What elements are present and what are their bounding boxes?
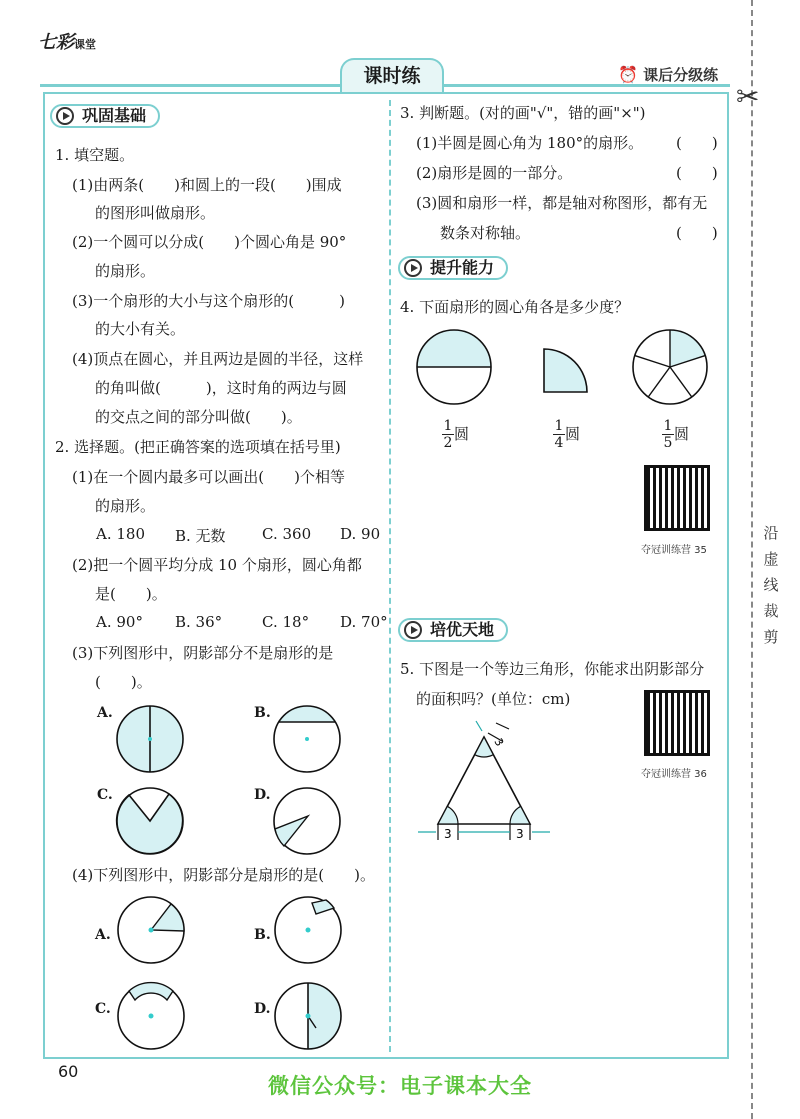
dimension-label: 3: [491, 736, 507, 749]
q2-line: (1)在一个圆内最多可以画出( )个相等: [72, 468, 345, 486]
q4-title: 4. 下面扇形的圆心角各是多少度？: [400, 298, 630, 316]
q1-line: 的交点之间的部分叫做( )。: [95, 408, 302, 426]
qr-caption: 夺冠训练营 36: [641, 769, 707, 780]
fraction-label: $\frac{1}{5}$ 圆: [663, 418, 690, 451]
option: D. 90: [340, 525, 381, 543]
option: C. 18°: [262, 613, 310, 631]
q3-line: (2)扇形是圆的一部分。: [416, 164, 573, 182]
q2-title: 2. 选择题。(把正确答案的选项填在括号里): [55, 438, 341, 456]
option: A. 90°: [96, 613, 143, 631]
q1-line: (1)由两条( )和圆上的一段( )围成: [72, 176, 342, 194]
q1-line: 的扇形。: [95, 262, 156, 280]
figure-fifth-circle: [630, 327, 710, 407]
option: B. 36°: [175, 613, 223, 631]
q1-line: (3)一个扇形的大小与这个扇形的( ): [72, 292, 345, 310]
q1-line: (2)一个圆可以分成( )个圆心角是 90°: [72, 233, 347, 251]
footer-watermark: 微信公众号：电子课本大全: [268, 1074, 532, 1098]
figure-4a: [115, 894, 187, 966]
figure-3a: [115, 704, 185, 774]
q3-title: 3. 判断题。(对的画"√"，错的画"×"): [400, 104, 646, 122]
figure-label: A.: [95, 927, 111, 943]
q1-line: 的角叫做( )，这时角的两边与圆: [95, 379, 347, 397]
figure-label: D.: [254, 787, 271, 803]
option: C. 360: [262, 525, 312, 543]
option: B. 无数: [175, 527, 226, 545]
answer-paren[interactable]: ( ): [676, 164, 718, 182]
qr-code-icon[interactable]: [644, 465, 710, 531]
figure-3d: [272, 786, 342, 856]
figure-quarter-circle: [540, 345, 590, 395]
figure-3b: [272, 704, 342, 774]
option: D. 70°: [340, 613, 388, 631]
q1-line: 的图形叫做扇形。: [95, 204, 216, 222]
q1-line: (4)顶点在圆心，并且两边是圆的半径，这样: [72, 350, 364, 368]
page-number: 60: [58, 1062, 79, 1081]
answer-paren[interactable]: ( ): [676, 224, 718, 242]
q3-line: (1)半圆是圆心角为 180°的扇形。: [416, 134, 644, 152]
qr-caption: 夺冠训练营 35: [641, 545, 707, 556]
q2-line: ( )。: [95, 673, 152, 691]
q2-line: (4)下列图形中，阴影部分是扇形的是( )。: [72, 866, 375, 884]
section-basics: 巩固基础: [50, 104, 160, 128]
figure-4c: [115, 978, 187, 1052]
fraction-label: $\frac{1}{2}$ 圆: [443, 418, 470, 451]
option: A. 180: [96, 525, 145, 543]
alarm-clock-icon: ⏰: [618, 65, 638, 84]
triangle-figure: [414, 715, 554, 850]
q3-line: (3)圆和扇形一样，都是轴对称图形，都有无: [416, 194, 708, 212]
page-title: 课时练: [340, 58, 444, 92]
q2-line: (3)下列图形中，阴影部分不是扇形的是: [72, 644, 334, 662]
figure-half-circle: [414, 327, 494, 407]
play-icon: [404, 621, 422, 639]
figure-4d: [272, 978, 344, 1052]
figure-3c: [115, 786, 185, 856]
answer-paren[interactable]: ( ): [676, 134, 718, 152]
section-improve: 提升能力: [398, 256, 508, 280]
column-divider: [389, 100, 391, 1052]
cut-line: [751, 0, 753, 1119]
play-icon: [56, 107, 74, 125]
header-subtitle: ⏰ 课后分级练: [618, 65, 719, 84]
cut-instruction: 沿虚线裁剪: [763, 524, 779, 646]
figure-label: C.: [97, 787, 113, 803]
play-icon: [404, 259, 422, 277]
dimension-label: 3: [444, 827, 452, 841]
q5-line: 的面积吗？(单位：cm): [416, 690, 571, 708]
q2-line: 的扇形。: [95, 497, 156, 515]
figure-label: A.: [97, 705, 113, 721]
q2-line: (2)把一个圆平均分成 10 个扇形，圆心角都: [72, 556, 362, 574]
q3-line: 数条对称轴。: [440, 224, 531, 242]
figure-label: B.: [254, 927, 271, 943]
q1-line: 的大小有关。: [95, 320, 186, 338]
figure-4b: [272, 894, 344, 966]
brand-logo: 七彩课堂: [38, 32, 96, 53]
fraction-label: $\frac{1}{4}$ 圆: [554, 418, 581, 451]
q2-line: 是( )。: [95, 585, 167, 603]
figure-label: B.: [254, 705, 271, 721]
figure-label: D.: [254, 1001, 271, 1017]
dimension-label: 3: [516, 827, 524, 841]
scissors-icon: ✂: [736, 80, 760, 113]
figure-label: C.: [95, 1001, 111, 1017]
qr-code-icon[interactable]: [644, 690, 710, 756]
section-advanced: 培优天地: [398, 618, 508, 642]
q5-line: 5. 下图是一个等边三角形，你能求出阴影部分: [400, 660, 705, 678]
q1-title: 1. 填空题。: [55, 146, 135, 164]
